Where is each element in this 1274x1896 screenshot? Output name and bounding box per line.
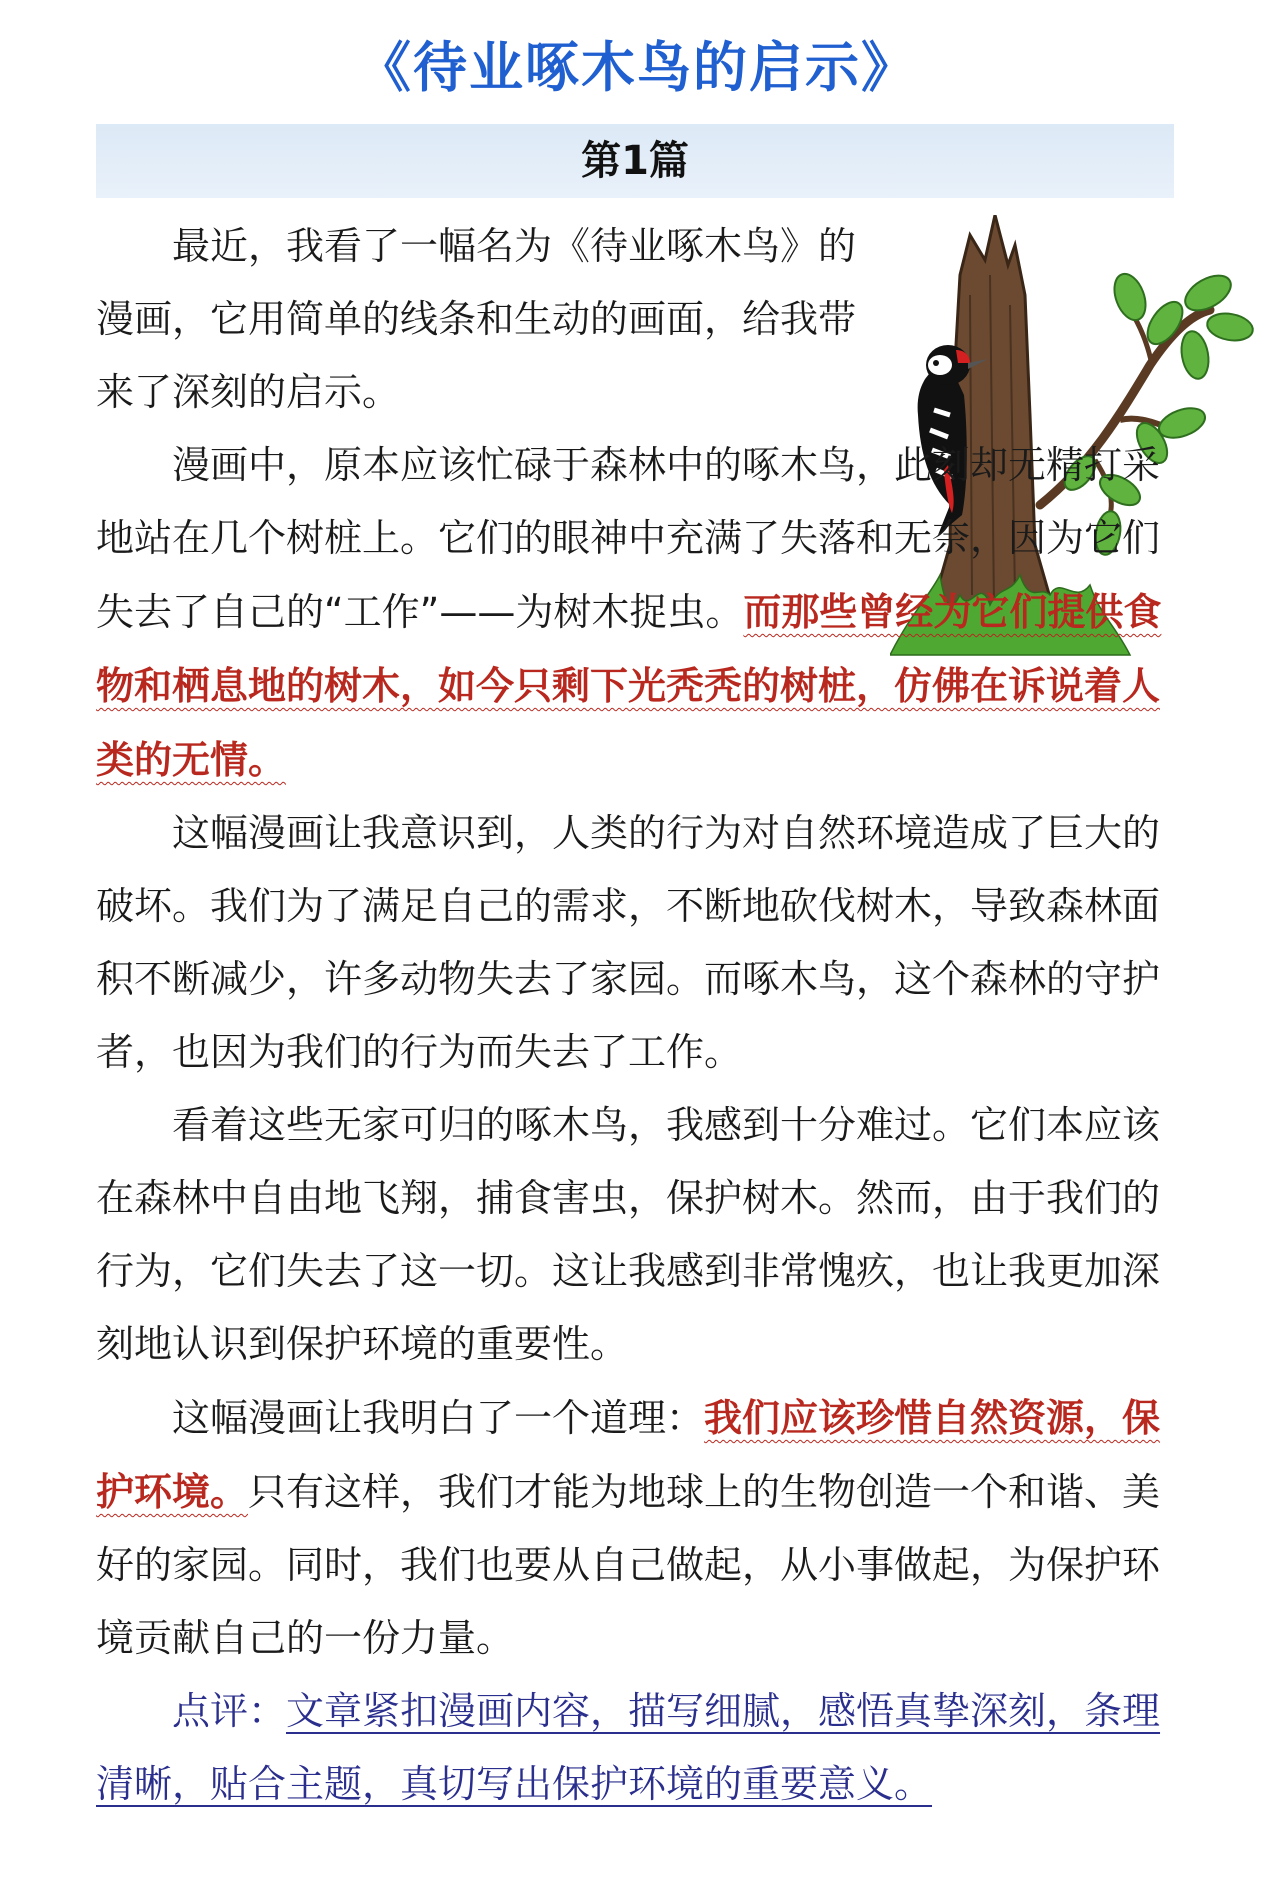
paragraph-2-text: 漫画中，原本应该忙碌于森林中的啄木鸟，此刻却无精打采地站在几个树桩上。它们的眼神中充满了失落和无奈，因为它们失去了自己的“工作”——为树木捉虫。 — [96, 443, 1161, 634]
paragraph-5-rest: 只有这样，我们才能为地球上的生物创造一个和谐、美好的家园。同时，我们也要从自己做起，从小事做起，为保护环境贡献自己的一份力量。 — [96, 1470, 1161, 1660]
highlight-thesis-red: 我们应该珍惜自然资源，保护环境。 — [96, 1395, 1161, 1514]
article-body — [96, 210, 1176, 1821]
comment-paragraph — [96, 1675, 1176, 1821]
comment-text: 文章紧扣漫画内容，描写细腻，感悟真挚深刻，条理清晰，贴合主题，真切写出保护环境的重要意义。 — [96, 1689, 1161, 1806]
highlight-sentence-red: 而那些曾经为它们提供食物和栖息地的树木，如今只剩下光秃秃的树桩，仿佛在诉说着人类的无情。 — [96, 589, 1162, 782]
paragraph-5 — [96, 1381, 1176, 1675]
comment-label: 点评： — [172, 1689, 287, 1733]
section-heading: 第1篇 — [581, 138, 689, 184]
paragraph-4: 看着这些无家可归的啄木鸟，我感到十分难过。它们本应该在森林中自由地飞翔，捕食害虫，保护树木。然而，由于我们的行为，它们失去了这一切。这让我感到非常愧疚，也让我更加深刻地认识到保护环境的重要性。 — [96, 1103, 1161, 1366]
paragraph-5-lead: 这幅漫画让我明白了一个道理： — [172, 1396, 705, 1440]
paragraph-3: 这幅漫画让我意识到，人类的行为对自然环境造成了巨大的破坏。我们为了满足自己的需求，不断地砍伐树木，导致森林面积不断减少，许多动物失去了家园。而啄木鸟，这个森林的守护者，也因为我们的行为而失去了工作。 — [96, 811, 1161, 1074]
section-heading-band — [96, 124, 1174, 198]
paragraph-2 — [96, 429, 1176, 797]
page-title: 《待业啄木鸟的启示》 — [357, 36, 917, 99]
paragraph-1: 最近，我看了一幅名为《待业啄木鸟》的漫画，它用简单的线条和生动的画面，给我带来了深刻的启示。 — [96, 224, 857, 414]
